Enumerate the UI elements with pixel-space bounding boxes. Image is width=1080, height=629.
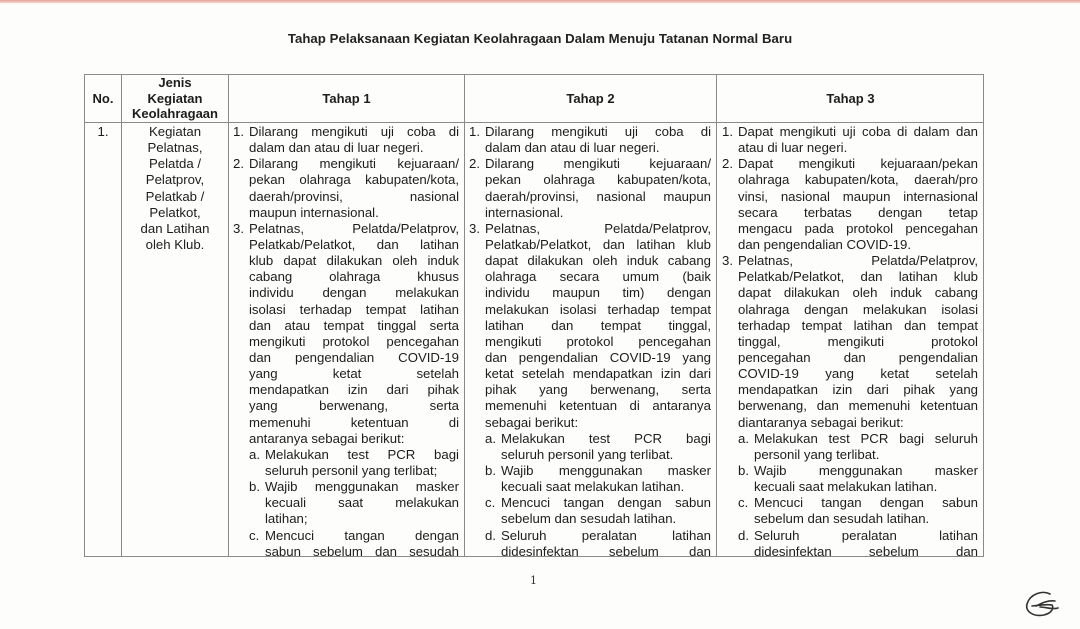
line-text: mendapatkan izin dari pihak	[249, 382, 459, 398]
list-marker	[249, 544, 265, 560]
text-line	[233, 221, 459, 237]
list-marker	[469, 253, 485, 269]
text-line	[233, 350, 459, 366]
list-marker	[233, 334, 249, 350]
line-text: Melakukan test PCR bagi	[265, 446, 459, 462]
text-line	[233, 511, 459, 527]
line-text: individu dengan melakukan	[249, 285, 459, 301]
list-marker	[722, 318, 738, 334]
line-text: maupun internasional.	[249, 204, 379, 220]
list-marker	[469, 237, 485, 253]
text-line	[722, 285, 978, 301]
text-line	[722, 350, 978, 366]
header-tahap-1: Tahap 1	[322, 90, 371, 106]
line-text: dan atau tempat tinggal serta	[249, 317, 459, 333]
line-text: isolasi terhadap tempat latihan	[249, 301, 459, 317]
line-text: berwenang, dan memenuhi ketentuan	[738, 398, 978, 414]
list-marker	[233, 302, 249, 318]
text-line	[233, 479, 459, 495]
text-line	[722, 479, 978, 495]
header-jenis-line: Keolahragaan	[132, 106, 218, 122]
text-line	[469, 479, 711, 495]
line-text: sebagai berikut:	[485, 414, 579, 430]
line-text: Seluruh peralatan latihan	[754, 527, 978, 543]
line-text: Mencuci tangan dengan sabun	[754, 495, 978, 511]
jenis-line: Pelatkab /	[145, 188, 205, 204]
jenis-line: Pelatprov,	[145, 172, 205, 188]
line-text: Melakukan test PCR bagi	[501, 430, 711, 446]
list-marker	[469, 140, 485, 156]
text-line	[469, 205, 711, 221]
jenis-line: Pelatda /	[148, 156, 202, 172]
text-line	[469, 189, 711, 205]
list-marker	[722, 189, 738, 205]
line-text: Wajib menggunakan masker	[501, 462, 711, 478]
text-line	[722, 398, 978, 414]
text-line	[469, 334, 711, 350]
line-text: pihak yang berwenang, serta	[485, 382, 711, 398]
list-marker	[249, 463, 265, 479]
line-text: olahraga dengan melakukan isolasi	[738, 301, 978, 317]
line-text: mendapatkan izin dari pihak yang	[738, 382, 978, 398]
text-line	[722, 334, 978, 350]
text-line	[233, 431, 459, 447]
text-line	[722, 124, 978, 140]
list-marker	[249, 495, 265, 511]
list-marker	[722, 382, 738, 398]
list-marker	[722, 366, 738, 382]
row-tahap-1-cell	[233, 124, 459, 560]
text-line	[469, 269, 711, 285]
line-text: didesinfektan sebelum dan	[754, 543, 978, 559]
text-line	[722, 237, 978, 253]
list-marker: c.	[738, 495, 749, 511]
text-line	[469, 140, 711, 156]
line-text: Mencuci tangan dengan sabun	[501, 495, 711, 511]
row-no-cell: 1.	[97, 124, 109, 139]
line-text: Pelatnas, Pelatda/Pelatprov,	[249, 220, 459, 236]
line-text: seluruh personil yang terlibat;	[265, 462, 438, 478]
text-line	[722, 302, 978, 318]
text-line	[722, 269, 978, 285]
line-text: pekan olahraga kabupaten/kota,	[249, 172, 459, 188]
header-tahap-2: Tahap 2	[566, 90, 615, 106]
list-marker: 3.	[233, 220, 244, 236]
jenis-line: Pelatnas,	[147, 140, 203, 156]
list-marker	[485, 511, 501, 527]
line-text: Dilarang mengikuti uji coba di	[485, 124, 711, 139]
line-text: pencegahan dan pengendalian	[738, 349, 978, 365]
line-text: Pelatnas, Pelatda/Pelatprov,	[485, 220, 711, 236]
line-text: dalam dan atau di luar negeri.	[485, 140, 660, 156]
line-text: Pelatkab/Pelatkot, dan latihan	[249, 236, 459, 252]
header-tahap-3: Tahap 3	[826, 90, 875, 106]
list-marker	[722, 269, 738, 285]
text-line	[469, 463, 711, 479]
text-line	[722, 415, 978, 431]
text-line	[233, 285, 459, 301]
list-marker	[233, 189, 249, 205]
text-line	[469, 237, 711, 253]
text-line	[233, 382, 459, 398]
text-line	[469, 544, 711, 560]
list-marker: 2.	[233, 156, 244, 172]
list-marker: d.	[738, 527, 749, 543]
list-marker	[722, 237, 738, 253]
text-line	[233, 528, 459, 544]
line-text: vinsi, nasional maupun internasional	[738, 188, 978, 204]
line-text: Seluruh peralatan latihan	[501, 527, 711, 543]
text-line	[233, 237, 459, 253]
line-text: internasional.	[485, 204, 564, 220]
text-line	[469, 253, 711, 269]
page-number: 1	[530, 574, 537, 587]
list-marker	[233, 140, 249, 156]
list-marker	[469, 318, 485, 334]
list-marker: b.	[249, 479, 260, 495]
list-marker: 3.	[469, 220, 480, 236]
list-marker	[249, 511, 265, 527]
list-marker	[722, 302, 738, 318]
text-line	[233, 318, 459, 334]
text-line	[722, 544, 978, 560]
line-text: kecuali saat melakukan	[265, 495, 459, 511]
column-divider	[464, 75, 465, 556]
list-marker	[233, 398, 249, 414]
text-line	[469, 366, 711, 382]
text-line	[469, 415, 711, 431]
line-text: latihan;	[265, 511, 308, 527]
line-text: daerah/provinsi, nasional	[249, 188, 459, 204]
list-marker	[469, 285, 485, 301]
line-text: Wajib menggunakan masker	[265, 479, 459, 495]
text-line	[722, 495, 978, 511]
line-text: Pelatkab/Pelatkot, dan latihan klub	[485, 236, 711, 252]
line-text: memenuhi ketentuan di antaranya	[485, 398, 711, 414]
list-marker	[233, 237, 249, 253]
list-marker: 3.	[722, 253, 733, 269]
line-text: sabun sebelum dan sesudah	[265, 543, 459, 559]
list-marker: 1.	[722, 124, 733, 139]
text-line	[233, 269, 459, 285]
text-line	[233, 334, 459, 350]
list-marker: a.	[738, 430, 749, 446]
text-line	[233, 124, 459, 140]
line-text: latihan dan tempat tinggal,	[485, 317, 711, 333]
line-text: atau di luar negeri.	[738, 140, 848, 156]
text-line	[722, 511, 978, 527]
text-line	[722, 431, 978, 447]
list-marker	[469, 334, 485, 350]
line-text: Dapat mengikuti kejuaraan/pekan	[738, 156, 978, 172]
list-marker: a.	[249, 446, 260, 462]
text-line	[233, 398, 459, 414]
line-text: Dapat mengikuti uji coba di dalam dan	[738, 124, 978, 139]
list-marker	[738, 544, 754, 560]
jenis-line: dan Latihan	[140, 220, 210, 236]
line-text: Pelatkab/Pelatkot, dan latihan klub	[738, 269, 978, 285]
line-text: yang ketat setelah	[249, 366, 459, 382]
text-line	[233, 253, 459, 269]
line-text: kecuali saat melakukan latihan.	[501, 479, 685, 495]
list-marker: 2.	[722, 156, 733, 172]
text-line	[233, 415, 459, 431]
text-line	[469, 495, 711, 511]
top-edge-bar	[0, 0, 1080, 3]
list-marker	[233, 431, 249, 447]
line-text: individu maupun tim) dengan	[485, 285, 711, 301]
line-text: cabang olahraga khusus	[249, 269, 459, 285]
list-marker	[722, 398, 738, 414]
text-line	[469, 528, 711, 544]
line-text: Pelatnas, Pelatda/Pelatprov,	[738, 253, 978, 269]
list-marker	[233, 366, 249, 382]
list-marker	[233, 415, 249, 431]
list-marker	[233, 205, 249, 221]
line-text: yang berwenang, serta	[249, 398, 459, 414]
line-text: kecuali saat melakukan latihan.	[754, 479, 938, 495]
list-marker	[722, 172, 738, 188]
text-line	[233, 544, 459, 560]
list-marker	[469, 415, 485, 431]
stages-table	[84, 74, 984, 557]
line-text: diantaranya sebagai berikut:	[738, 414, 904, 430]
text-line	[469, 431, 711, 447]
text-line	[233, 156, 459, 172]
text-line	[722, 253, 978, 269]
list-marker	[485, 479, 501, 495]
line-text: klub dapat dilakukan oleh induk	[249, 253, 459, 269]
list-marker	[469, 269, 485, 285]
line-text: COVID-19 yang ketat setelah	[738, 366, 978, 382]
line-text: mengacu pada protokol pencegahan	[738, 220, 978, 236]
list-marker: d.	[485, 527, 496, 543]
list-marker: b.	[738, 462, 749, 478]
header-jenis-line: Kegiatan	[147, 90, 203, 106]
list-marker	[469, 382, 485, 398]
text-line	[233, 447, 459, 463]
line-text: antaranya sebagai berikut:	[249, 430, 405, 446]
text-line	[722, 189, 978, 205]
text-line	[469, 172, 711, 188]
text-line	[722, 382, 978, 398]
paraf-icon	[1022, 588, 1062, 620]
text-line	[722, 172, 978, 188]
line-text: dan pengendalian COVID-19	[249, 349, 459, 365]
line-text: ketat setelah mendapatkan izin dari	[485, 366, 711, 382]
line-text: sebelum dan sesudah latihan.	[754, 511, 930, 527]
document-title: Tahap Pelaksanaan Kegiatan Keolahragaan Dalam Menuju Tatanan Normal Baru	[287, 31, 793, 46]
list-marker	[233, 285, 249, 301]
jenis-line: Pelatkot,	[149, 204, 201, 220]
text-line	[722, 528, 978, 544]
list-marker: c.	[485, 495, 496, 511]
header-jenis	[122, 75, 228, 122]
text-line	[233, 189, 459, 205]
text-line	[722, 463, 978, 479]
row-tahap-2-cell	[469, 124, 711, 560]
list-marker	[722, 285, 738, 301]
list-marker	[722, 140, 738, 156]
list-marker	[233, 269, 249, 285]
line-text: tinggal, mengikuti protokol	[738, 333, 978, 349]
list-marker	[469, 172, 485, 188]
row-jenis-cell	[122, 124, 228, 253]
list-marker	[233, 350, 249, 366]
text-line	[233, 172, 459, 188]
list-marker	[722, 334, 738, 350]
line-text: dalam dan atau di luar negeri.	[249, 140, 424, 156]
list-marker	[469, 398, 485, 414]
list-marker	[469, 189, 485, 205]
line-text: olahraga secara umum (baik	[485, 269, 711, 285]
column-divider	[228, 75, 229, 556]
text-line	[469, 447, 711, 463]
text-line	[469, 511, 711, 527]
line-text: seluruh personil yang terlibat.	[501, 446, 674, 462]
line-text: Dilarang mengikuti kejuaraan/	[485, 156, 711, 172]
text-line	[722, 221, 978, 237]
header-divider	[85, 122, 983, 123]
list-marker	[233, 318, 249, 334]
list-marker: b.	[485, 462, 496, 478]
text-line	[233, 366, 459, 382]
line-text: memenuhi ketentuan di	[249, 414, 459, 430]
line-text: Melakukan test PCR bagi seluruh	[754, 430, 978, 446]
line-text: pekan olahraga kabupaten/kota,	[485, 172, 711, 188]
text-line	[722, 140, 978, 156]
line-text: olahraga kabupaten/kota, daerah/pro	[738, 172, 978, 188]
text-line	[233, 463, 459, 479]
line-text: dan pengendalian COVID-19 yang	[485, 349, 711, 365]
list-marker	[469, 205, 485, 221]
list-marker	[469, 366, 485, 382]
line-text: Dilarang mengikuti uji coba di	[249, 124, 459, 139]
list-marker	[469, 302, 485, 318]
text-line	[469, 382, 711, 398]
text-line	[469, 318, 711, 334]
list-marker	[485, 544, 501, 560]
jenis-line: oleh Klub.	[145, 236, 205, 252]
list-marker	[738, 479, 754, 495]
text-line	[722, 447, 978, 463]
list-marker	[722, 205, 738, 221]
list-marker: 1.	[233, 124, 244, 139]
line-text: personil yang terlibat.	[754, 446, 880, 462]
line-text: dan pengendalian COVID-19.	[738, 236, 912, 252]
line-text: Mencuci tangan dengan	[265, 527, 459, 543]
text-line	[469, 350, 711, 366]
list-marker: c.	[249, 527, 260, 543]
line-text: daerah/provinsi, nasional maupun	[485, 188, 711, 204]
text-line	[233, 302, 459, 318]
text-line	[469, 221, 711, 237]
text-line	[233, 205, 459, 221]
list-marker	[233, 253, 249, 269]
list-marker	[469, 350, 485, 366]
list-marker: 2.	[469, 156, 480, 172]
line-text: dapat dilakukan oleh induk cabang	[485, 253, 711, 269]
list-marker: 1.	[469, 124, 480, 139]
text-line	[469, 398, 711, 414]
list-marker	[485, 447, 501, 463]
text-line	[469, 302, 711, 318]
list-marker	[233, 172, 249, 188]
line-text: melakukan isolasi terhadap tempat	[485, 301, 711, 317]
line-text: mengikuti protokol pencegahan	[485, 333, 711, 349]
text-line	[233, 140, 459, 156]
line-text: terhadap tempat latihan dan tempat	[738, 317, 978, 333]
text-line	[722, 156, 978, 172]
list-marker: a.	[485, 430, 496, 446]
text-line	[722, 366, 978, 382]
header-jenis-line: Jenis	[158, 75, 192, 91]
list-marker	[738, 511, 754, 527]
line-text: dapat dilakukan oleh induk cabang	[738, 285, 978, 301]
line-text: mengikuti protokol pencegahan	[249, 333, 459, 349]
list-marker	[233, 382, 249, 398]
column-divider	[716, 75, 717, 556]
list-marker	[722, 221, 738, 237]
text-line	[233, 495, 459, 511]
jenis-line: Kegiatan	[148, 124, 202, 139]
text-line	[469, 156, 711, 172]
row-tahap-3-cell	[722, 124, 978, 560]
list-marker	[738, 447, 754, 463]
line-text: secara terbatas dengan tetap	[738, 204, 978, 220]
line-text: Dilarang mengikuti kejuaraan/	[249, 156, 459, 172]
line-text: Wajib menggunakan masker	[754, 462, 978, 478]
text-line	[469, 285, 711, 301]
line-text: sebelum dan sesudah latihan.	[501, 511, 677, 527]
text-line	[722, 318, 978, 334]
line-text: didesinfektan sebelum dan	[501, 543, 711, 559]
text-line	[469, 124, 711, 140]
text-line	[722, 205, 978, 221]
list-marker	[722, 350, 738, 366]
list-marker	[722, 415, 738, 431]
header-no: No.	[92, 90, 114, 106]
